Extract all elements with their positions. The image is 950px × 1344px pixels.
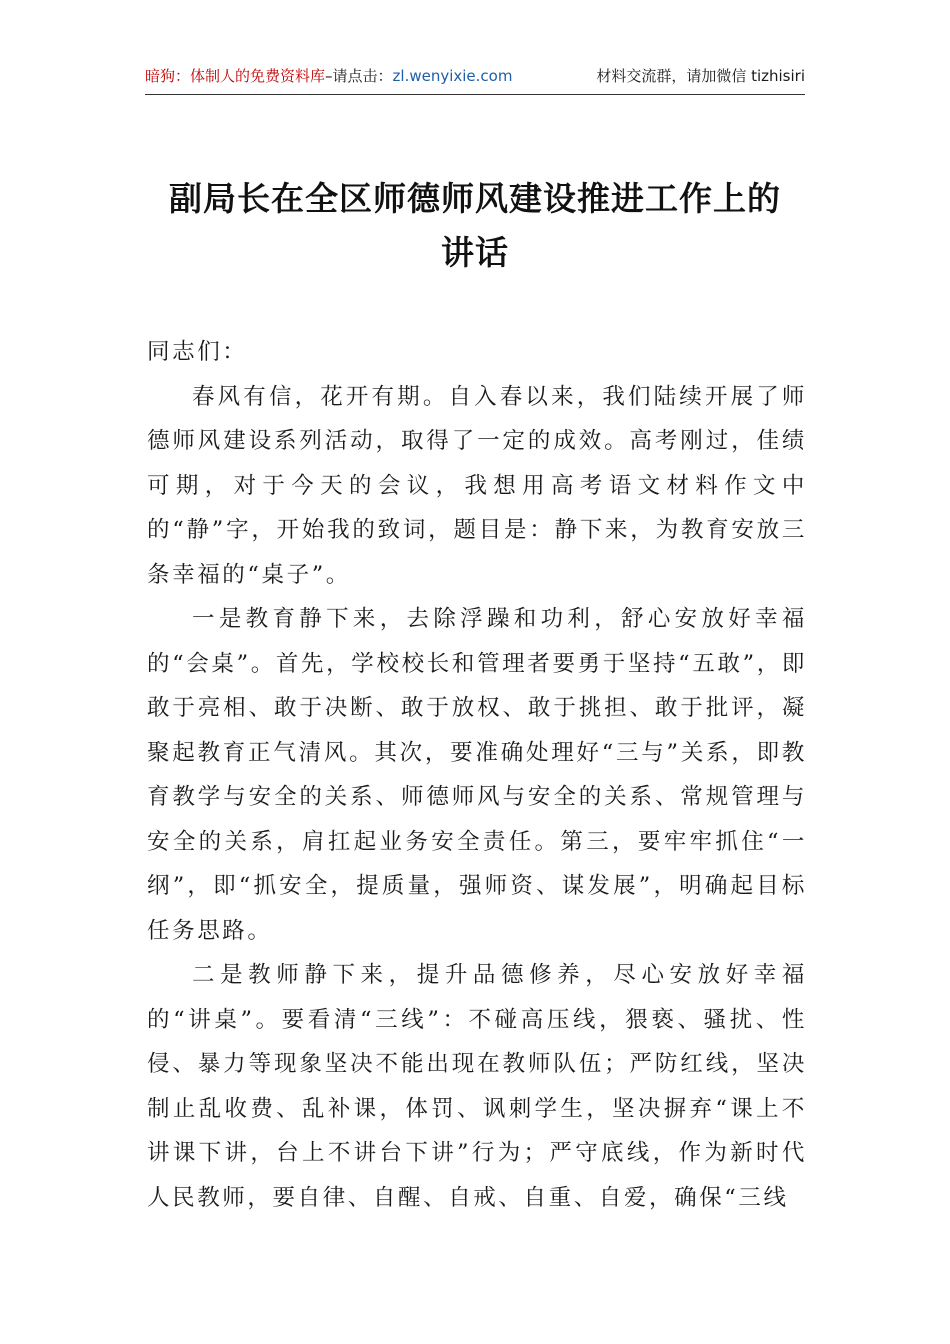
header-separator: –请点击： — [325, 67, 393, 85]
document-body — [147, 330, 807, 1220]
salutation: 同志们： — [147, 339, 248, 365]
title-line-2: 讲话 — [441, 233, 509, 272]
header-url-link[interactable]: zl.wenyixie.com — [392, 67, 513, 85]
header-contact: 材料交流群，请加微信 tizhisiri — [596, 67, 805, 85]
paragraph-1: 春风有信，花开有期。自入春以来，我们陆续开展了师德师风建设系列活动，取得了一定的成效。高考刚过，佳绩可期，对于今天的会议，我想用高考语文材料作文中的“静”字，开始我的致词，题目是：静下来，为教育安放三条幸福的“桌子”。 — [147, 383, 807, 588]
document-title — [145, 172, 805, 280]
title-line-1: 副局长在全区师德师风建设推进工作上的 — [169, 179, 781, 218]
paragraph-2: 一是教育静下来，去除浮躁和功利，舒心安放好幸福的“会桌”。首先，学校校长和管理者要勇于坚持“五敢”，即敢于亮相、敢于决断、敢于放权、敢于挑担、敢于批评，凝聚起教育正气清风。其次，要准确处理好“三与”关系，即教育教学与安全的关系、师德师风与安全的关系、常规管理与安全的关系，肩扛起业务安全责任。第三，要牢牢抓住“一纲”，即“抓安全，提质量，强师资、谋发展”，明确起目标任务思路。 — [147, 606, 807, 944]
page-header — [145, 66, 805, 95]
paragraph-3: 二是教师静下来，提升品德修养，尽心安放好幸福的“讲桌”。要看清“三线”：不碰高压线，猥亵、骚扰、性侵、暴力等现象坚决不能出现在教师队伍；严防红线，坚决制止乱收费、乱补课，体罚、讽刺学生，坚决摒弃“课上不讲课下讲，台上不讲台下讲”行为；严守底线，作为新时代人民教师，要自律、自醒、自戒、自重、自爱，确保“三线 — [147, 962, 807, 1211]
header-brand: 暗狗：体制人的免费资料库 — [145, 67, 326, 85]
header-left — [145, 66, 512, 86]
